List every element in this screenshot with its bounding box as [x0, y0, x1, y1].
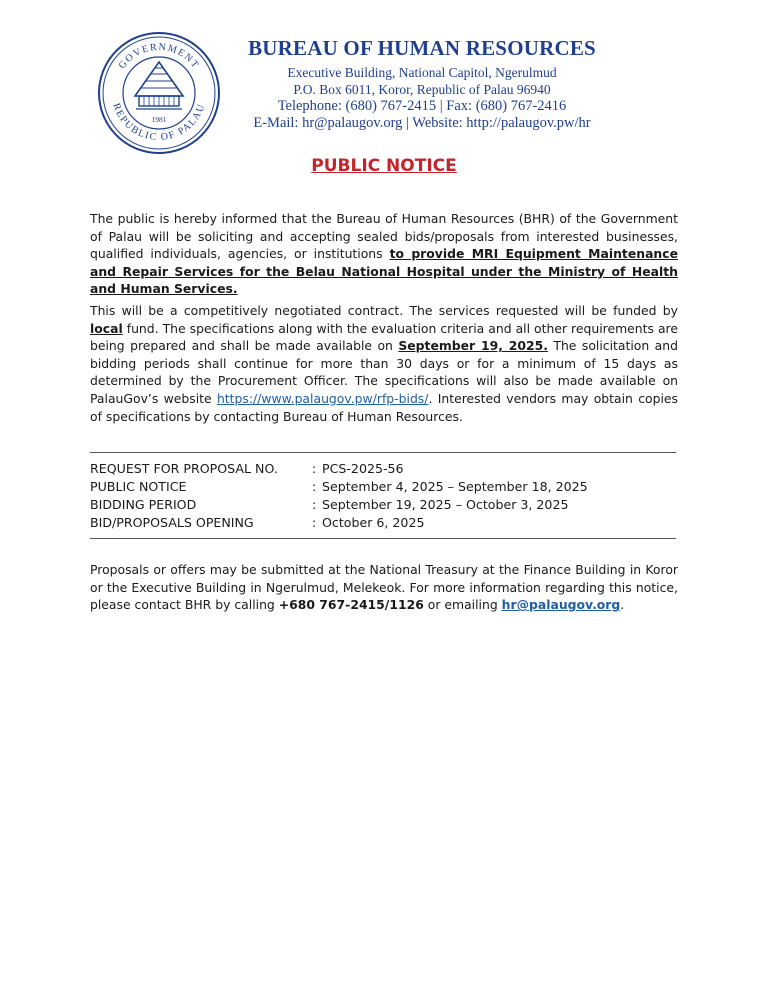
info-label: BID/PROPOSALS OPENING	[90, 514, 254, 530]
info-value: October 6, 2025	[322, 514, 425, 530]
rfp-info-table	[90, 459, 678, 531]
info-row: BIDDING PERIOD : September 19, 2025 – October 3, 2025	[90, 495, 678, 513]
government-seal	[96, 30, 222, 156]
address-line-2: P.O. Box 6011, Koror, Republic of Palau 96940	[293, 82, 551, 97]
notice-title: PUBLIC NOTICE	[311, 156, 457, 176]
intro-text: The public is hereby informed that the Bureau of Human Resources (BHR) of the Government of Palau will be soliciting and accepting sealed bids/proposals from interested businesses, qualified individuals, agencies, or institutions	[90, 211, 678, 262]
divider-bottom	[90, 538, 676, 539]
intro-paragraph	[90, 210, 678, 298]
submission-paragraph	[90, 561, 678, 614]
info-value: September 4, 2025 – September 18, 2025	[322, 478, 588, 494]
info-value: September 19, 2025 – October 3, 2025	[322, 496, 569, 512]
intro-bold-text: to provide MRI Equipment Maintenance and Repair Services for the Belau National Hospital under the Ministry of Health and Human Services.	[90, 246, 678, 297]
seal-year: 1981	[151, 115, 167, 124]
contract-text-d: . Interested vendors may obtain copies of specifications by contacting Bureau of Human Resources.	[90, 390, 679, 424]
info-label: PUBLIC NOTICE	[90, 478, 187, 494]
contract-paragraph	[90, 302, 678, 425]
submission-text-a: Proposals or offers may be submitted at the National Treasury at the Finance Building in Koror or the Executive Building in Ngerulmud, Melekeok. For more information regarding this notice, please contact BHR by calling	[90, 562, 678, 613]
seal-top-text: GOVERNMENT	[116, 41, 202, 72]
submission-text-c: .	[620, 597, 625, 613]
bureau-title: BUREAU OF HUMAN RESOURCES	[248, 36, 596, 60]
contact-email-link[interactable]: hr@palaugov.org	[501, 597, 621, 613]
info-row: REQUEST FOR PROPOSAL NO. : PCS-2025-56	[90, 459, 678, 477]
local-fund-text: local	[90, 320, 123, 336]
info-value: PCS-2025-56	[322, 460, 404, 476]
letterhead	[236, 36, 608, 132]
contract-text-a: This will be a competitively negotiated contract. The services requested will be funded by	[90, 303, 678, 318]
contact-phone: +680 767-2415/1126	[278, 597, 424, 613]
info-row: PUBLIC NOTICE : September 4, 2025 – September 18, 2025	[90, 477, 678, 495]
email-line: E-Mail: hr@palaugov.org | Website: http://palaugov.pw/hr	[253, 115, 591, 131]
info-label: REQUEST FOR PROPOSAL NO.	[90, 460, 278, 476]
info-row: BID/PROPOSALS OPENING : October 6, 2025	[90, 513, 678, 531]
availability-date: September 19, 2025.	[398, 338, 548, 354]
contract-text-c: The solicitation and bidding periods shall continue for more than 30 days or for a minimum of 15 days as determined by the Procurement Officer. The specifications will also be made available on PalauGov’s website	[90, 338, 678, 406]
divider-top	[90, 452, 676, 453]
contract-text-b: fund. The specifications along with the evaluation criteria and all other requirements are being prepared and shall be made available on	[90, 320, 678, 354]
seal-bottom-text: REPUBLIC OF PALAU	[110, 101, 208, 144]
address-line-1: Executive Building, National Capitol, Ngerulmud	[287, 65, 557, 80]
info-label: BIDDING PERIOD	[90, 496, 197, 512]
submission-text-b: or emailing	[423, 597, 502, 613]
rfp-bids-link[interactable]: https://www.palaugov.pw/rfp-bids/	[216, 390, 429, 406]
phone-line: Telephone: (680) 767-2415 | Fax: (680) 767-2416	[277, 98, 567, 114]
bai-house-icon	[135, 62, 183, 109]
